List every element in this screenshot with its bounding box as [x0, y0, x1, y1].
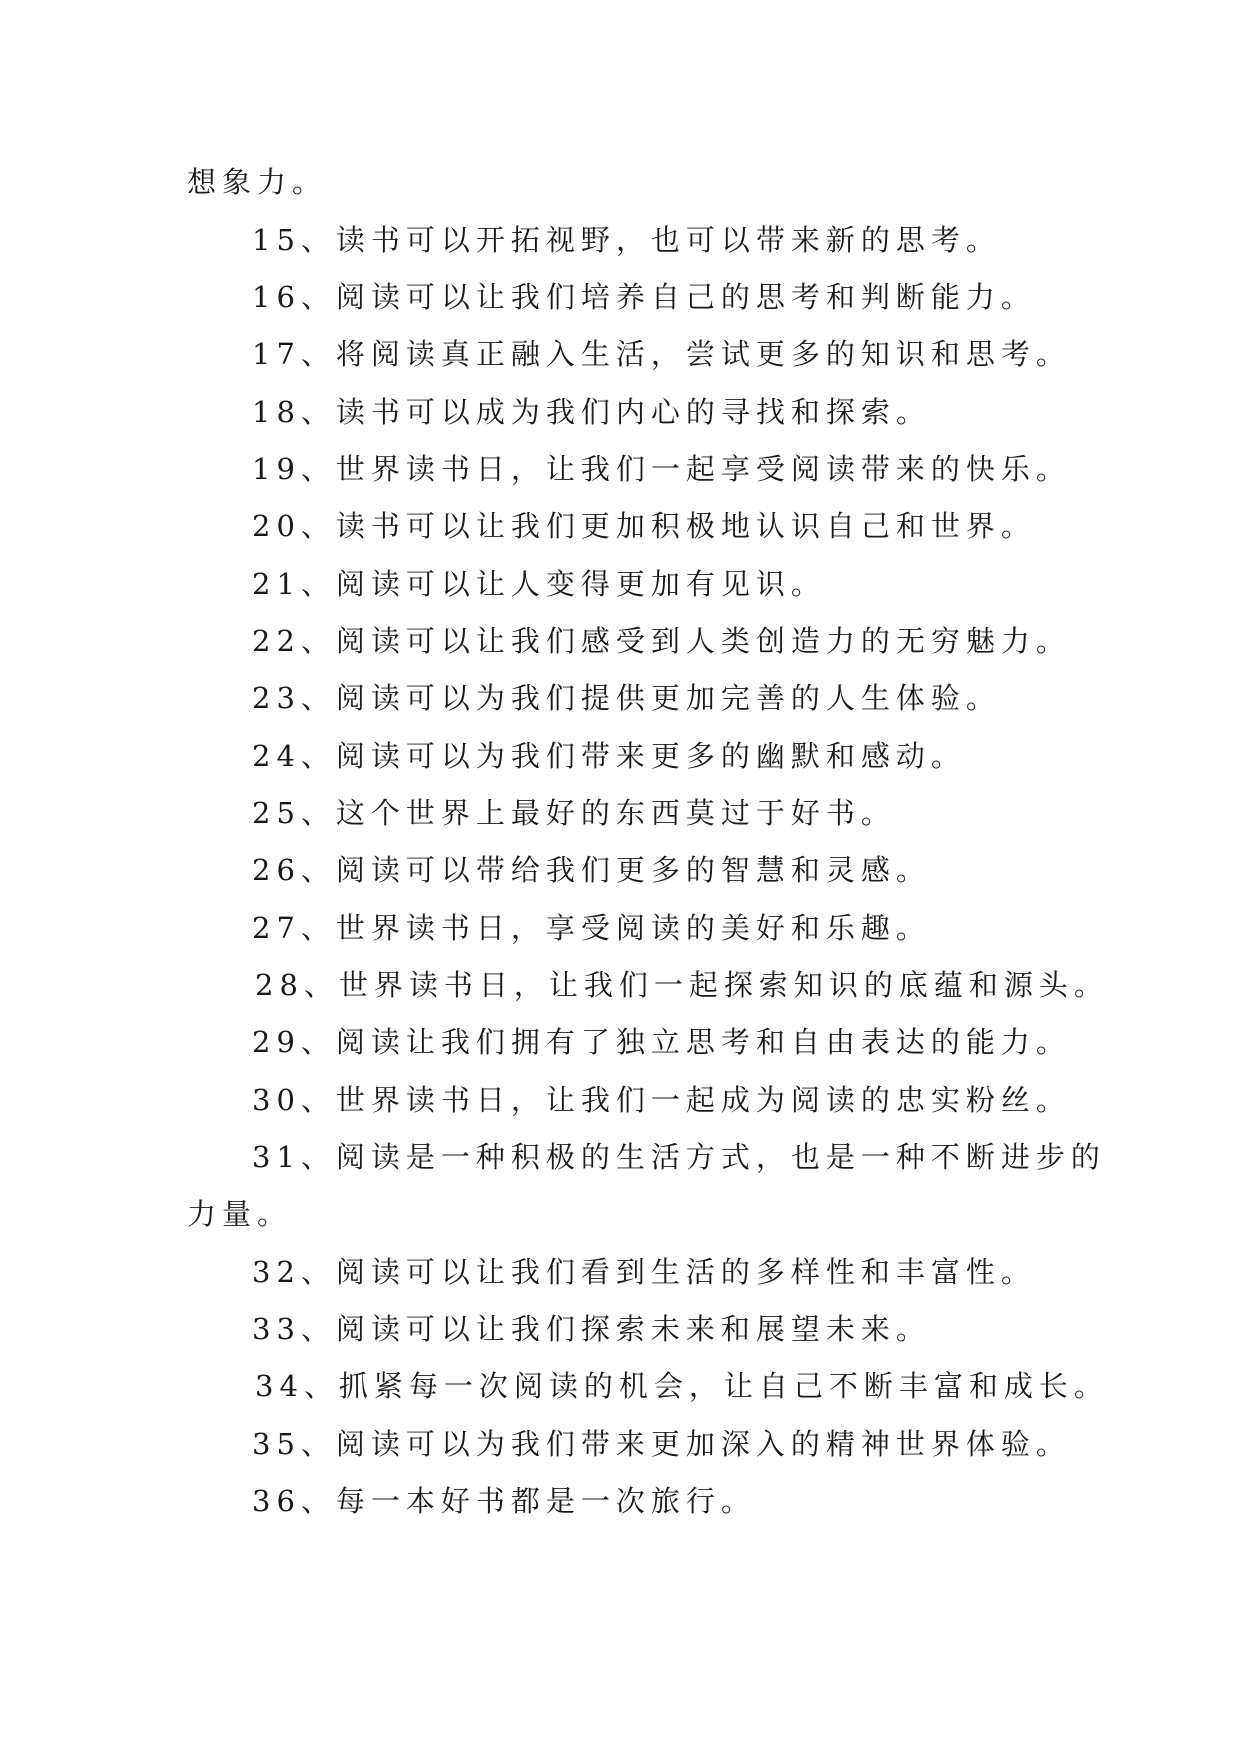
- text-line: 35、阅读可以为我们带来更加深入的精神世界体验。: [252, 1427, 1071, 1461]
- text-line: 31、阅读是一种积极的生活方式，也是一种不断进步的: [252, 1140, 1106, 1174]
- text-line: 20、读书可以让我们更加积极地认识自己和世界。: [252, 509, 1036, 543]
- text-line: 33、阅读可以让我们探索未来和展望未来。: [252, 1312, 931, 1346]
- text-line: 21、阅读可以让人变得更加有见识。: [252, 567, 826, 601]
- text-line: 想象力。: [187, 165, 328, 199]
- text-line: 26、阅读可以带给我们更多的智慧和灵感。: [252, 853, 931, 887]
- text-line: 34、抓紧每一次阅读的机会，让自己不断丰富和成长。: [255, 1369, 1109, 1403]
- text-line: 18、读书可以成为我们内心的寻找和探索。: [252, 395, 931, 429]
- text-line: 29、阅读让我们拥有了独立思考和自由表达的能力。: [252, 1025, 1071, 1059]
- text-line: 力量。: [187, 1197, 293, 1231]
- text-line: 25、这个世界上最好的东西莫过于好书。: [252, 796, 896, 830]
- text-line: 28、世界读书日，让我们一起探索知识的底蕴和源头。: [255, 968, 1109, 1002]
- text-line: 23、阅读可以为我们提供更加完善的人生体验。: [252, 681, 1001, 715]
- text-line: 32、阅读可以让我们看到生活的多样性和丰富性。: [252, 1255, 1036, 1289]
- text-line: 36、每一本好书都是一次旅行。: [252, 1484, 756, 1518]
- text-line: 17、将阅读真正融入生活，尝试更多的知识和思考。: [252, 337, 1071, 371]
- text-line: 22、阅读可以让我们感受到人类创造力的无穷魅力。: [252, 624, 1071, 658]
- text-line: 27、世界读书日，享受阅读的美好和乐趣。: [252, 911, 931, 945]
- text-line: 30、世界读书日，让我们一起成为阅读的忠实粉丝。: [252, 1083, 1071, 1117]
- text-line: 19、世界读书日，让我们一起享受阅读带来的快乐。: [252, 452, 1071, 486]
- text-line: 16、阅读可以让我们培养自己的思考和判断能力。: [252, 280, 1036, 314]
- text-line: 15、读书可以开拓视野，也可以带来新的思考。: [252, 223, 1001, 257]
- text-line: 24、阅读可以为我们带来更多的幽默和感动。: [252, 739, 966, 773]
